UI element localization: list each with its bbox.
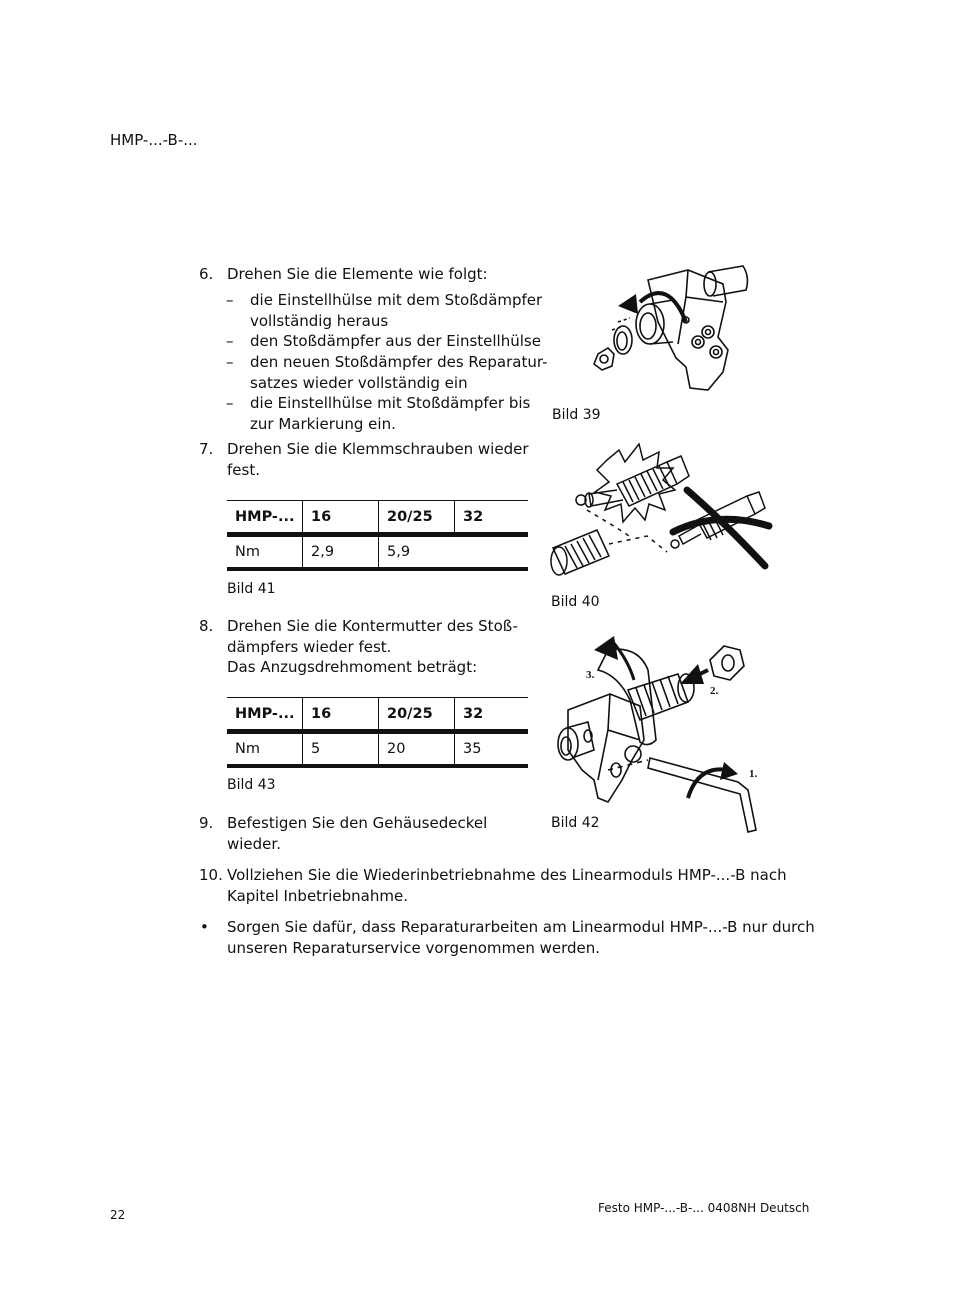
figure-42-label-1: 1. xyxy=(749,768,758,780)
figure-42-label-2: 2. xyxy=(710,685,719,697)
torque-table-43 xyxy=(227,697,528,768)
step-6-number: 6. xyxy=(199,265,214,283)
item-line: den Stoßdämpfer aus der Einstellhülse xyxy=(250,332,541,350)
dash: – xyxy=(226,394,234,412)
step-7-text xyxy=(227,439,529,480)
figure-39-drawing xyxy=(578,262,758,397)
torque-table-41 xyxy=(227,500,528,571)
table-header-cell: 32 xyxy=(455,698,529,732)
table-cell: Nm xyxy=(227,732,303,767)
caption-bild-39: Bild 39 xyxy=(552,407,601,423)
table-header-cell: 16 xyxy=(303,501,379,535)
step-9-text xyxy=(227,813,487,854)
step-7-line: Drehen Sie die Klemmschrauben wieder xyxy=(227,440,529,458)
item-line: den neuen Stoßdämpfer des Reparatur- xyxy=(250,353,548,371)
step-7-number: 7. xyxy=(199,440,214,458)
table-header-cell: HMP-... xyxy=(227,501,303,535)
step-8-text xyxy=(227,616,518,678)
table-header-cell: HMP-... xyxy=(227,698,303,732)
table-header-cell: 20/25 xyxy=(379,501,455,535)
footer-doc-id: Festo HMP-...-B-... 0408NH Deutsch xyxy=(598,1201,810,1215)
table-cell: 35 xyxy=(455,732,529,767)
step-8-line: Drehen Sie die Kontermutter des Stoß- xyxy=(227,617,518,635)
page-number: 22 xyxy=(110,1208,126,1222)
step-6-item-1 xyxy=(250,290,542,331)
bullet-text xyxy=(227,917,815,958)
item-line: satzes wieder vollständig ein xyxy=(250,373,468,392)
table-cell: 20 xyxy=(379,732,455,767)
item-line: die Einstellhülse mit Stoßdämpfer bis xyxy=(250,394,531,412)
dash: – xyxy=(226,291,234,309)
step-6-item-2 xyxy=(250,331,541,352)
step-6-text xyxy=(227,264,488,285)
dash: – xyxy=(226,332,234,350)
caption-bild-41: Bild 41 xyxy=(227,581,276,597)
step-9-number: 9. xyxy=(199,814,214,832)
bullet-line: Sorgen Sie dafür, dass Reparaturarbeiten am Linearmodul HMP-...-B nur durch xyxy=(227,918,815,936)
running-header: HMP-...-B-... xyxy=(110,131,198,149)
figure-42-label-3: 3. xyxy=(586,669,595,681)
table-cell: 5,9 xyxy=(379,535,529,570)
table-cell: 2,9 xyxy=(303,535,379,570)
table-header-cell: 20/25 xyxy=(379,698,455,732)
table-cell: Nm xyxy=(227,535,303,570)
step-10-number: 10. xyxy=(199,866,223,884)
caption-bild-43: Bild 43 xyxy=(227,777,276,793)
step-6-item-3 xyxy=(250,352,547,393)
figure-40-drawing xyxy=(547,440,777,590)
item-line: vollständig heraus xyxy=(250,311,389,330)
step-6-item-4 xyxy=(250,393,530,434)
step-7-line: fest. xyxy=(227,460,260,479)
step-6-line: Drehen Sie die Elemente wie folgt: xyxy=(227,265,488,283)
item-line: zur Markierung ein. xyxy=(250,414,396,433)
caption-bild-40: Bild 40 xyxy=(551,594,600,610)
table-header-cell: 32 xyxy=(455,501,529,535)
step-10-text xyxy=(227,865,787,906)
table-cell: 5 xyxy=(303,732,379,767)
step-9-line: Befestigen Sie den Gehäusedeckel xyxy=(227,814,488,832)
figure-42-drawing xyxy=(548,630,763,840)
item-line: die Einstellhülse mit dem Stoßdämpfer xyxy=(250,291,543,309)
step-9-line: wieder. xyxy=(227,834,281,853)
step-10-line: Vollziehen Sie die Wiederinbetriebnahme des Linearmoduls HMP-...-B nach xyxy=(227,866,787,884)
step-10-line: Kapitel Inbetriebnahme. xyxy=(227,886,408,905)
step-8-line: dämpfers wieder fest. xyxy=(227,637,392,656)
bullet-line: unseren Reparaturservice vorgenommen werden. xyxy=(227,938,601,957)
caption-bild-42: Bild 42 xyxy=(551,815,600,831)
bullet-mark: • xyxy=(200,918,209,936)
step-8-number: 8. xyxy=(199,617,214,635)
dash: – xyxy=(226,353,234,371)
table-header-cell: 16 xyxy=(303,698,379,732)
step-8-line: Das Anzugsdrehmoment beträgt: xyxy=(227,658,478,676)
